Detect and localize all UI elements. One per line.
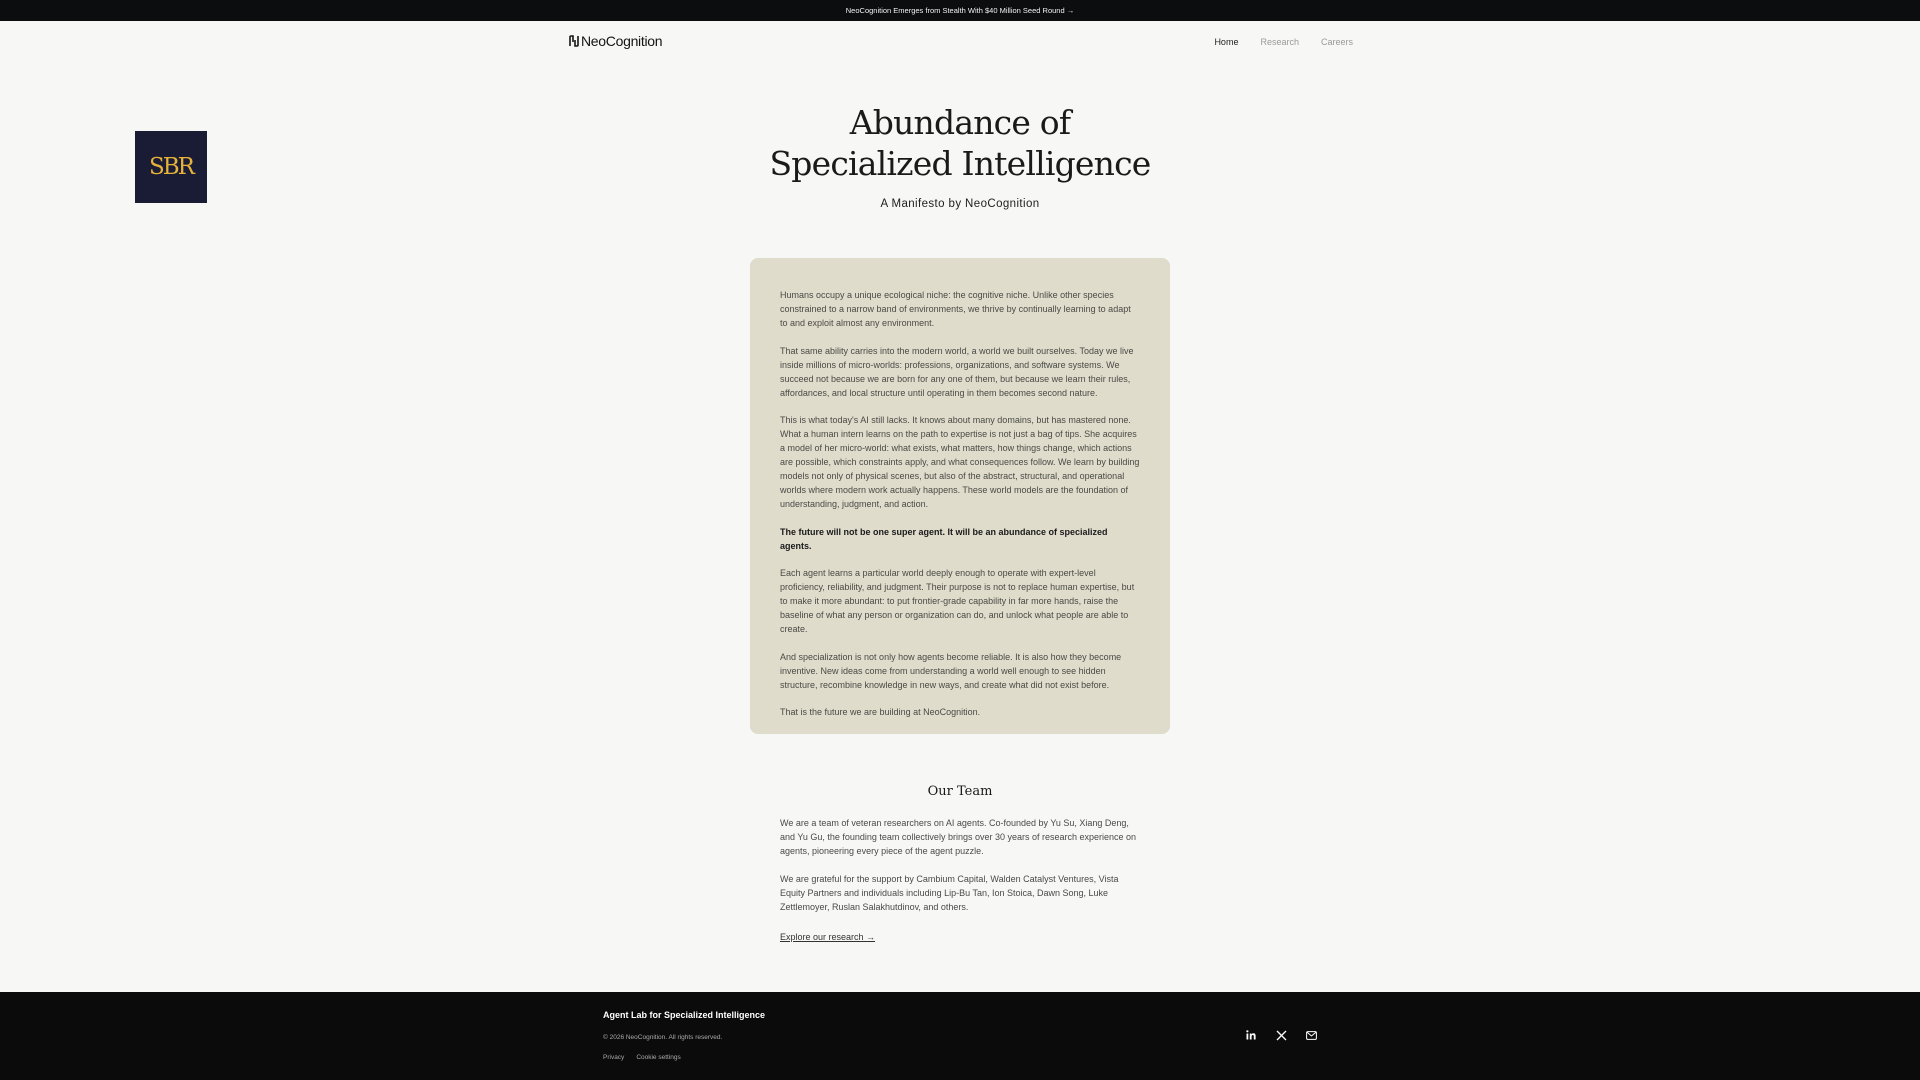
social-links	[1244, 1028, 1318, 1042]
manifesto-paragraph: And specialization is not only how agents become reliable. It is also how they become inventive. New ideas come from understanding a world well enough to see hidden structure, recombine knowledge in new ways, and create what did not exist before.	[780, 651, 1122, 690]
manifesto-paragraph: That is the future we are building at NeoCognition.	[780, 707, 981, 717]
nav-careers-link[interactable]: Careers	[1320, 37, 1353, 47]
page-title	[660, 102, 1260, 184]
top-nav	[569, 33, 1353, 53]
sbr-badge-text: SBR	[149, 154, 193, 180]
manifesto-card	[750, 258, 1170, 734]
footer-links	[603, 1054, 681, 1061]
logo[interactable]	[569, 33, 662, 49]
team-title: Our Team	[927, 784, 993, 799]
nav-research-link[interactable]: Research	[1260, 37, 1299, 47]
footer	[0, 992, 1920, 1080]
manifesto-paragraph: That same ability carries into the modern world, a world we built ourselves. Today we live inside millions of micro-worlds: professions, organizations, and software systems. We succeed not because we are born for any one of them, but because we learn their rules, affordances, and local structure until operating in them becomes second nature.	[780, 345, 1134, 398]
manifesto-paragraph: Each agent learns a particular world deeply enough to operate with expert-level proficiency, reliability, and judgment. Their purpose is not to replace human expertise, but to make it more abundant: to put frontier-grade capability in far more hands, raise the baseline of what any person or organization can do, and unlock what people are able to create.	[780, 568, 1135, 634]
footer-tagline: Agent Lab for Specialized Intelligence	[603, 1010, 766, 1020]
footer-copyright: © 2026 NeoCognition. All rights reserved.	[603, 1034, 723, 1041]
page-title-line-2: Specialized Intelligence	[769, 144, 1151, 183]
team-paragraph: We are grateful for the support by Cambium Capital, Walden Catalyst Ventures, Vista Equity Partners and individuals including Lip-Bu Tan, Ion Stoica, Dawn Song, Luke Zettlemoyer, Ruslan Salakhutdinov, and others.	[780, 873, 1119, 912]
linkedin-icon[interactable]	[1244, 1028, 1258, 1042]
logo-mark-icon	[569, 35, 579, 47]
team-section	[780, 816, 1144, 945]
announcement-link[interactable]: NeoCognition Emerges from Stealth With $40 Million Seed Round →	[845, 6, 1075, 15]
nav-home-link[interactable]: Home	[1214, 37, 1239, 47]
mail-icon[interactable]	[1304, 1028, 1318, 1042]
team-paragraph: We are a team of veteran researchers on AI agents. Co-founded by Yu Su, Xiang Deng, and Yu Gu, the founding team collectively brings over 30 years of research experience on agents, pioneering every piece of the agent puzzle.	[780, 818, 1137, 856]
cookie-settings-link[interactable]: Cookie settings	[636, 1054, 681, 1061]
page-title-line-1: Abundance of	[849, 103, 1071, 142]
explore-research-link[interactable]: Explore our research →	[780, 932, 876, 942]
manifesto-paragraph: Humans occupy a unique ecological niche: the cognitive niche. Unlike other species constrained to a narrow band of environments, we thrive by continually learning to adapt to and exploit almost any environment.	[780, 290, 1131, 328]
nav-links	[1214, 37, 1353, 47]
sbr-badge[interactable]	[135, 131, 207, 203]
x-icon[interactable]	[1274, 1028, 1288, 1042]
page-subtitle: A Manifesto by NeoCognition	[880, 198, 1040, 210]
logo-text: NeoCognition	[581, 33, 663, 49]
manifesto-paragraph: This is what today's AI still lacks. It knows about many domains, but has mastered none. What a human intern learns on the path to expertise is not just a bag of tips. She acquires a model of her micro-world: what exists, what matters, how things change, which actions are possible, which constraints apply, and what consequences follow. We learn by building models not only of physical scenes, but also of the abstract, structural, and operational worlds where modern work actually happens. These world models are the foundation of understanding, judgment, and action.	[780, 415, 1140, 509]
manifesto-emphasis: The future will not be one super agent. It will be an abundance of specialized agents.	[780, 526, 1108, 551]
privacy-link[interactable]: Privacy	[603, 1054, 625, 1061]
announcement-bar	[0, 0, 1920, 21]
